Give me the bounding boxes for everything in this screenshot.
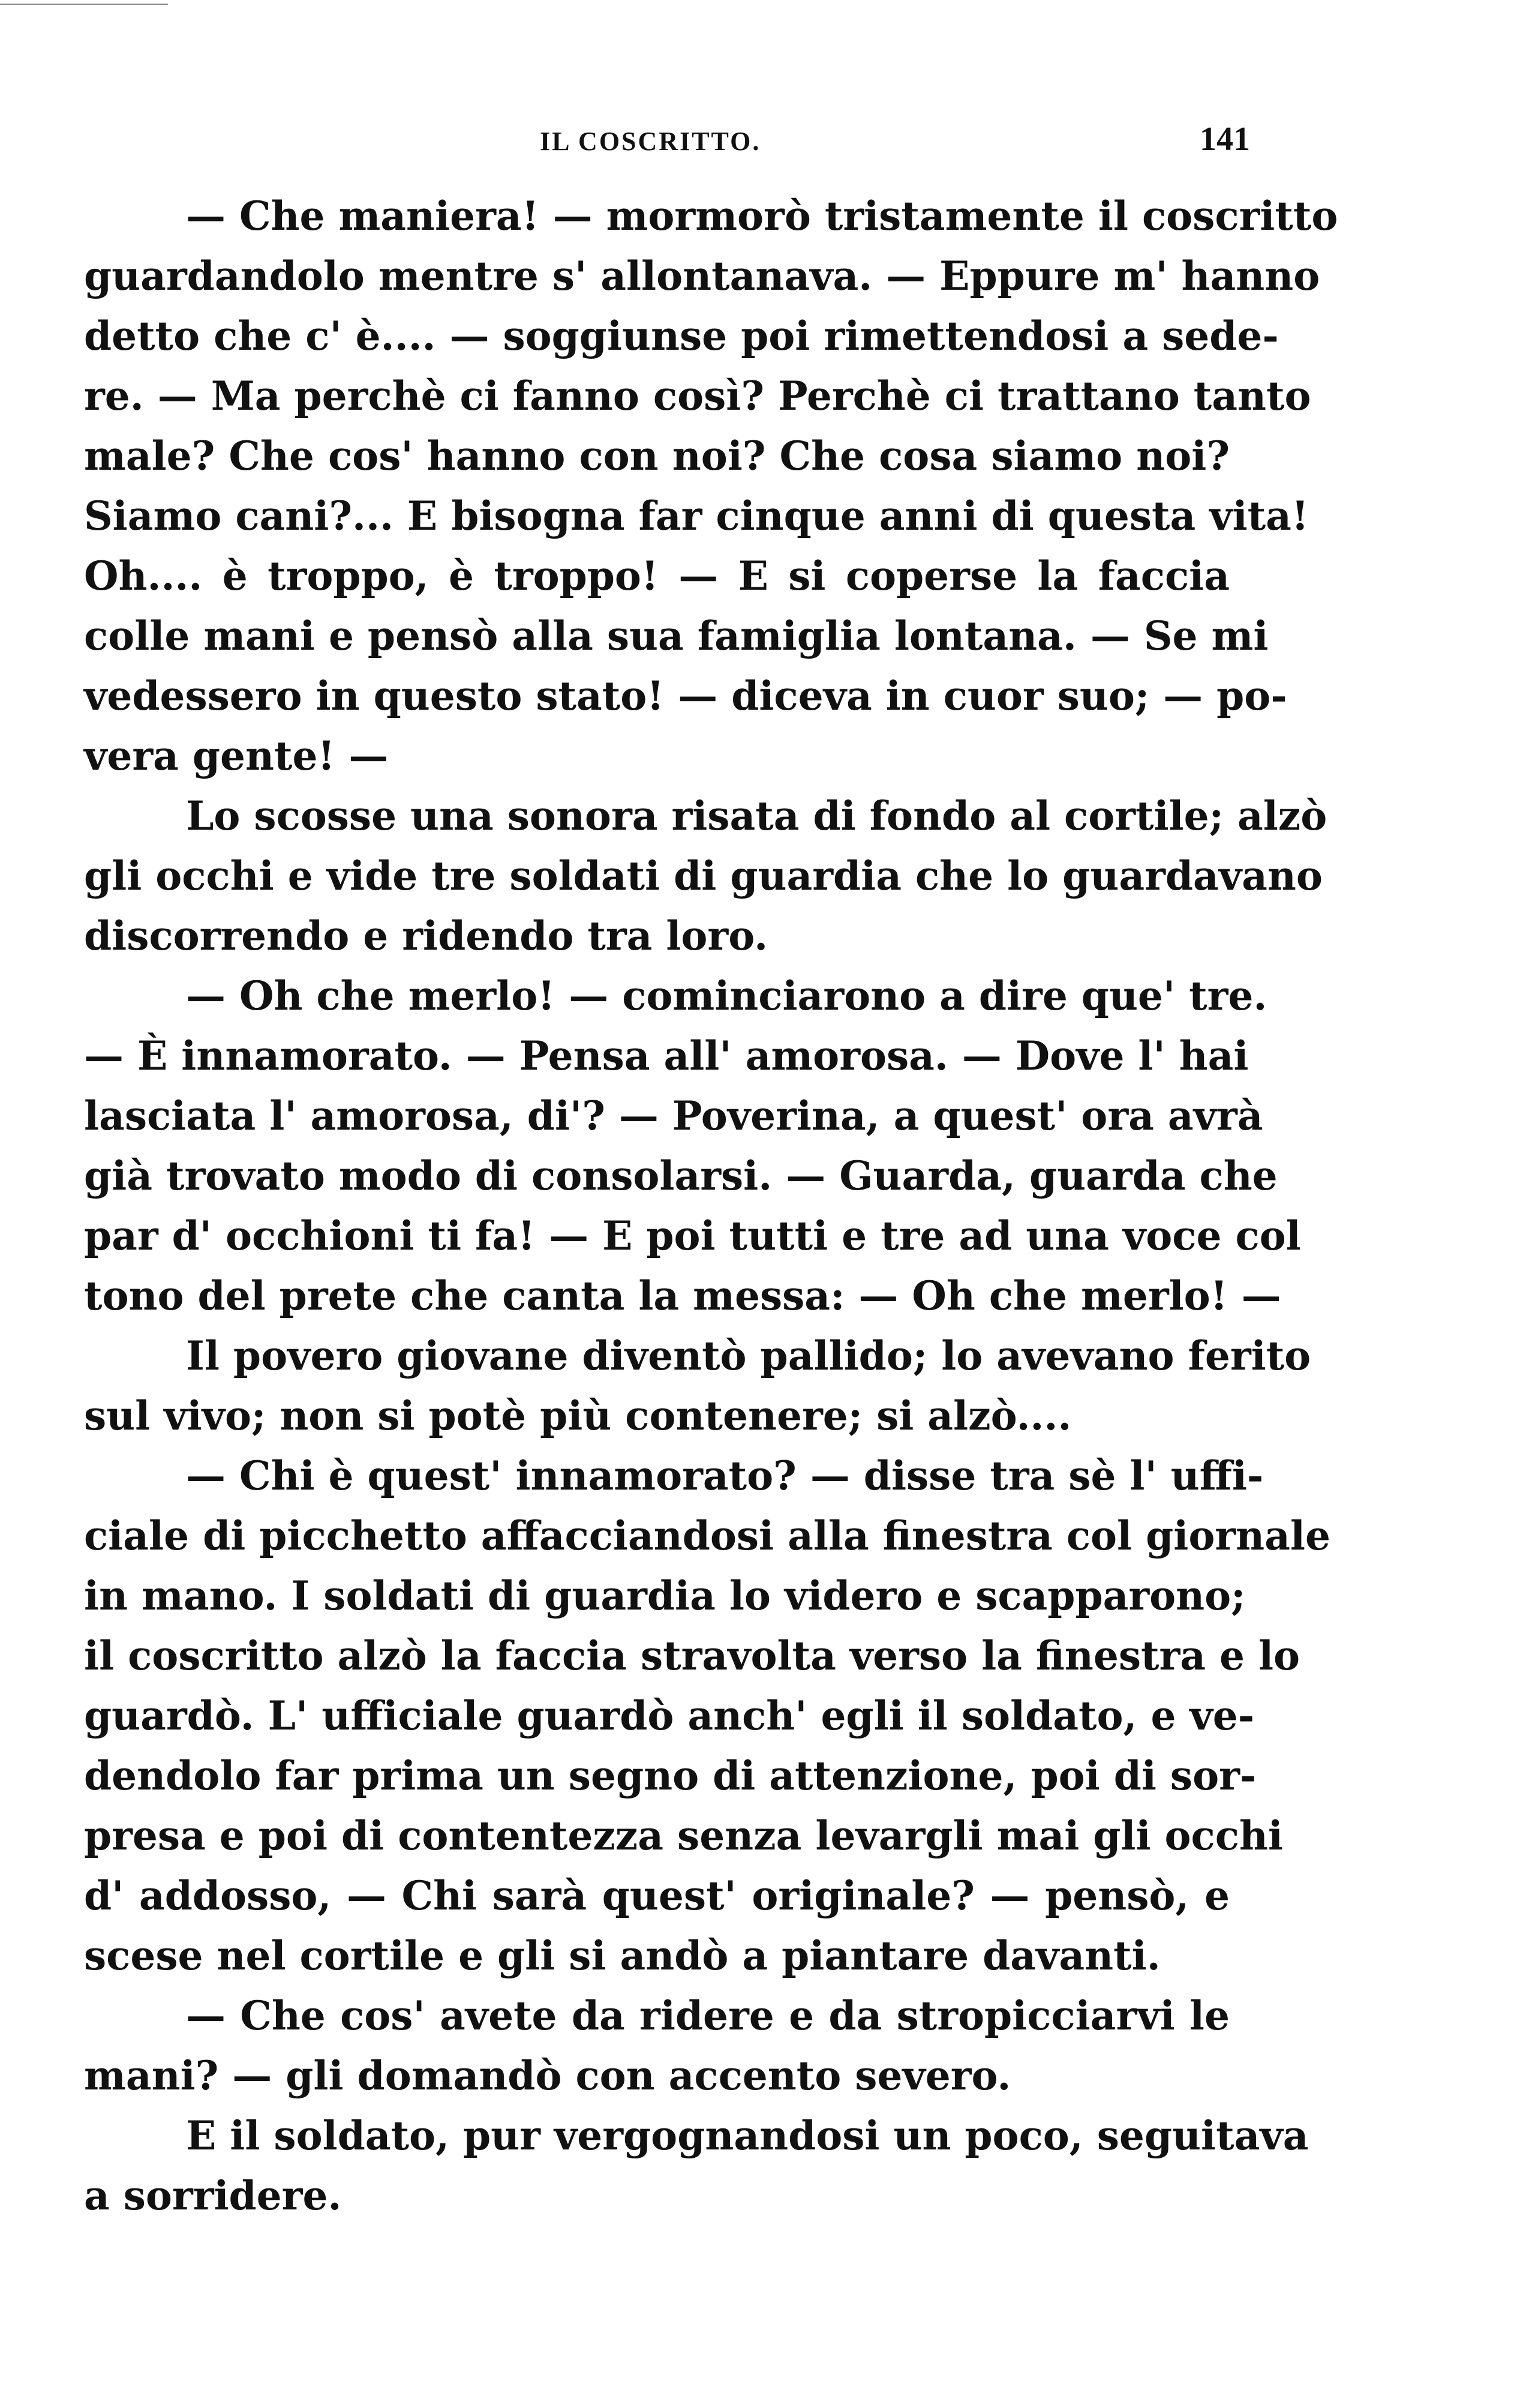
running-title: IL COSCRITTO. (540, 127, 761, 156)
text-line: presa e poi di contentezza senza levargli mai gli occhi (84, 1812, 1283, 1859)
text-line: lasciata l' amorosa, di'? — Poverina, a quest' ora avrà (84, 1092, 1263, 1139)
text-line: male? Che cos' hanno con noi? Che cosa siamo noi? (84, 433, 1230, 479)
text-line: par d' occhioni ti fa! — E poi tutti e tre ad una voce col (84, 1212, 1301, 1259)
text-line: guardò. L' ufficiale guardò anch' egli il soldato, e ve- (84, 1692, 1255, 1739)
text-line: d' addosso, — Chi sarà quest' originale? — pensò, e (84, 1872, 1230, 1919)
text-line: sul vivo; non si potè più contenere; si alzò.... (84, 1392, 1072, 1439)
text-line: Siamo cani?... E bisogna far cinque anni di questa vita! (84, 493, 1309, 539)
text-line: E il soldato, pur vergognandosi un poco, seguitava (186, 2112, 1309, 2159)
scan-edge-mark (0, 4, 168, 5)
text-line: guardandolo mentre s' allontanava. — Eppure m' hanno (84, 253, 1320, 299)
text-line: Il povero giovane diventò pallido; lo avevano ferito (186, 1332, 1311, 1379)
text-line: vera gente! — (84, 732, 389, 779)
text-line: ciale di picchetto affacciandosi alla finestra col giornale (84, 1512, 1330, 1559)
text-line: in mano. I soldati di guardia lo videro e scapparono; (84, 1572, 1246, 1619)
text-line: Lo scosse una sonora risata di fondo al cortile; alzò (186, 792, 1327, 839)
text-line: dendolo far prima un segno di attenzione, poi di sor- (84, 1752, 1257, 1799)
text-line: — Chi è quest' innamorato? — disse tra sè l' uffi- (186, 1452, 1264, 1499)
text-line: detto che c' è.... — soggiunse poi rimettendosi a sede- (84, 313, 1279, 359)
text-line: il coscritto alzò la faccia stravolta verso la finestra e lo (84, 1632, 1300, 1679)
page-number: 141 (1200, 121, 1250, 158)
text-line: mani? — gli domandò con accento severo. (84, 2052, 1011, 2099)
text-line: re. — Ma perchè ci fanno così? Perchè ci trattano tanto (84, 373, 1311, 419)
text-line: vedessero in questo stato! — diceva in cuor suo; — po- (84, 672, 1287, 719)
text-line: già trovato modo di consolarsi. — Guarda, guarda che (84, 1152, 1278, 1199)
text-line: gli occhi e vide tre soldati di guardia che lo guardavano (84, 852, 1323, 899)
text-line: Oh.... è troppo, è troppo! — E si coperse la faccia (84, 553, 1230, 599)
text-line: colle mani e pensò alla sua famiglia lontana. — Se mi (84, 612, 1269, 659)
text-line: — Che cos' avete da ridere e da stropicciarvi le (186, 1992, 1230, 2039)
text-line: discorrendo e ridendo tra loro. (84, 912, 768, 959)
running-header (84, 121, 1250, 174)
text-line: tono del prete che canta la messa: — Oh che merlo! — (84, 1272, 1281, 1319)
text-line: — È innamorato. — Pensa all' amorosa. — Dove l' hai (84, 1032, 1249, 1079)
text-line: scese nel cortile e gli si andò a piantare davanti. (84, 1932, 1161, 1979)
text-line: — Che maniera! — mormorò tristamente il coscritto (186, 193, 1338, 239)
text-line: — Oh che merlo! — cominciarono a dire que' tre. (186, 972, 1267, 1019)
text-line: a sorridere. (84, 2172, 342, 2219)
